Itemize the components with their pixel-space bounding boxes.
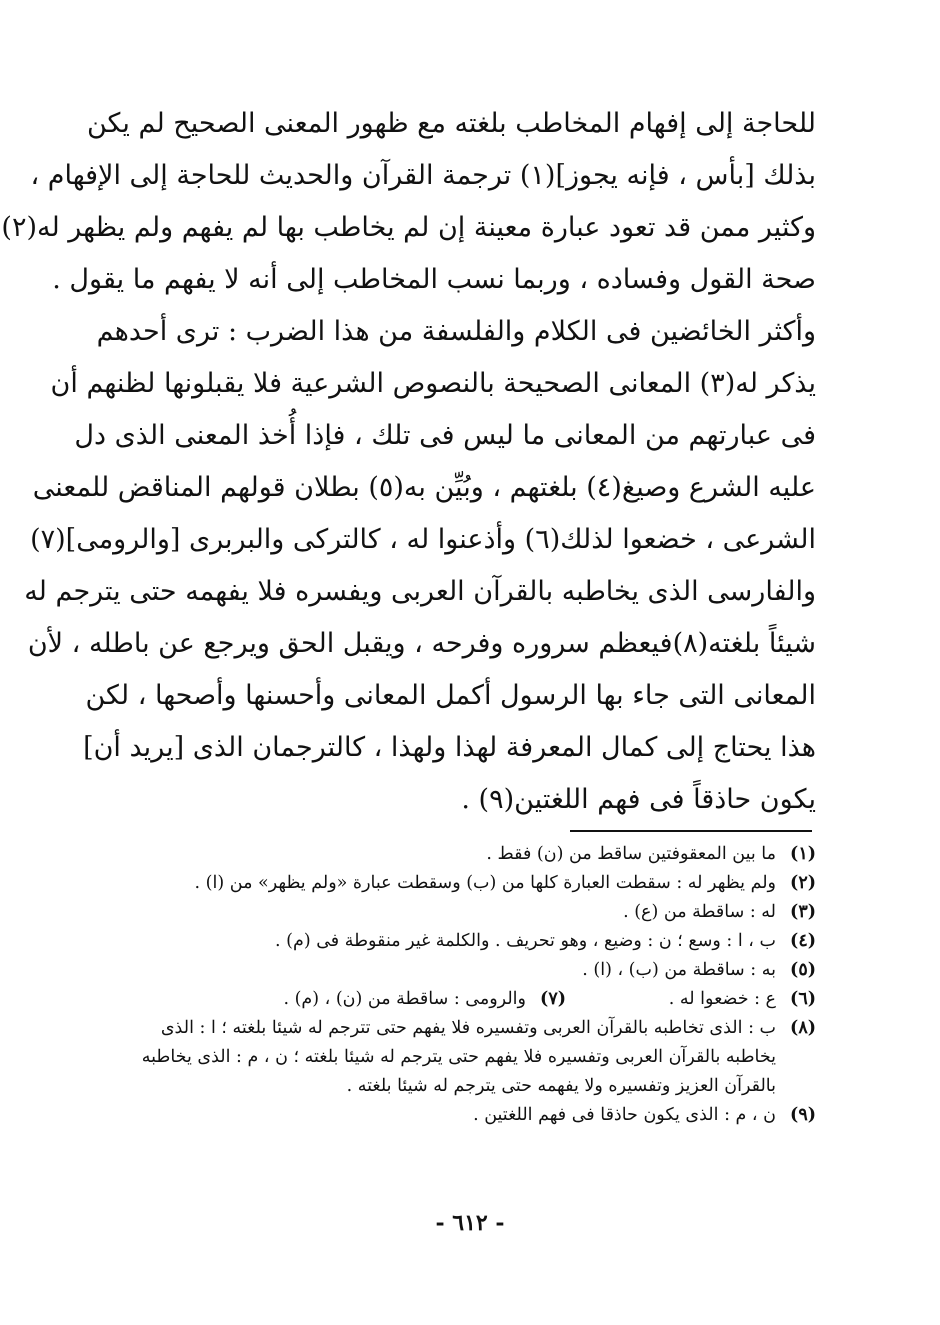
footnote-number: (٦) [790, 989, 816, 1009]
footnote-number: (٨) [790, 1018, 816, 1038]
footnote-text: ما بين المعقوفتين ساقط من (ن) فقط . [486, 844, 776, 864]
text-line-12: المعانى التى جاء بها الرسول أكمل المعانى وأحسنها وأصحها ، لكن [85, 680, 816, 711]
footnote-number: (١) [790, 844, 816, 864]
footnote-text-continued: يخاطبه بالقرآن العربى وتفسيره فلا يفهم حتى يترجم له شيئا بلغته ؛ ن ، م : الذى يخاطبه [141, 1047, 776, 1067]
text-line-10: والفارسى الذى يخاطبه بالقرآن العربى ويفسره فلا يفهمه حتى يترجم له [24, 576, 816, 607]
footnote-6-7 [120, 985, 816, 1014]
text-line-1: للحاجة إلى إفهام المخاطب بلغته مع ظهور المعنى الصحيح لم يكن [86, 108, 816, 139]
footnote-9 [120, 1101, 816, 1130]
footnote-8 [120, 1014, 816, 1101]
text-line-3: وكثير ممن قد تعود عبارة معينة إن لم يخاطب بها لم يفهم ولم يظهر له(٢) [1, 212, 816, 243]
footnote-number: (٢) [790, 873, 816, 893]
footnote-3 [120, 898, 816, 927]
footnote-2 [120, 869, 816, 898]
footnote-number: (٤) [790, 931, 816, 951]
footnote-number: (٧) [540, 989, 566, 1009]
footnote-text: به : ساقطة من (ب) ، (ا) . [582, 960, 776, 980]
text-line-6: يذكر له(٣) المعانى الصحيحة بالنصوص الشرعية فلا يقبلونها لظنهم أن [50, 368, 816, 399]
footnotes-block [120, 840, 816, 1130]
text-line-11: شيئاً بلغته(٨)فيعظم سروره وفرحه ، ويقبل الحق ويرجع عن باطله ، لأن [27, 628, 816, 659]
footnote-number: (٣) [790, 902, 816, 922]
text-line-13: هذا يحتاج إلى كمال المعرفة لهذا ولهذا ، كالترجمان الذى [يريد أن] [83, 732, 816, 763]
footnote-text: ولم يظهر له : سقطت العبارة كلها من (ب) وسقطت عبارة «ولم يظهر» من (ا) . [194, 873, 776, 893]
footnote-text: والرومى : ساقطة من (ن) ، (م) . [283, 989, 526, 1009]
footnote-number: (٥) [790, 960, 816, 980]
main-text-block [1, 98, 816, 826]
footnote-text: ب ، ا : وسع ؛ ن : وضيع ، وهو تحريف . والكلمة غير منقوطة فى (م) . [275, 931, 776, 951]
text-line-14: يكون حاذقاً فى فهم اللغتين(٩) . [461, 784, 816, 815]
footnote-number: (٩) [790, 1105, 816, 1125]
footnote-5 [120, 956, 816, 985]
footnote-text: له : ساقطة من (ع) . [623, 902, 776, 922]
text-line-2: بذلك [بأس ، فإنه يجوز](١) ترجمة القرآن والحديث للحاجة إلى الإفهام ، [30, 160, 816, 191]
text-line-4: صحة القول وفساده ، وربما نسب المخاطب إلى أنه لا يفهم ما يقول . [52, 264, 816, 295]
footnote-4 [120, 927, 816, 956]
footnote-separator [570, 830, 812, 832]
footnote-1 [120, 840, 816, 869]
footnote-text-continued: بالقرآن العزيز وتفسيره ولا يفهمه حتى يترجم له شيئا بلغته . [346, 1076, 776, 1096]
footnote-text: ب : الذى تخاطبه بالقرآن العربى وتفسيره فلا يفهم حتى تترجم له شيئا بلغته ؛ ا : الذى [160, 1018, 776, 1038]
text-line-5: وأكثر الخائضين فى الكلام والفلسفة من هذا الضرب : ترى أحدهم [96, 316, 816, 347]
footnote-text: ن ، م : الذى يكون حاذقا فى فهم اللغتين . [473, 1105, 776, 1125]
text-line-8: عليه الشرع وصيغ(٤) بلغتهم ، وبُيِّن به(٥) بطلان قولهم المناقض للمعنى [32, 472, 816, 503]
text-line-9: الشرعى ، خضعوا لذلك(٦) وأذعنوا له ، كالتركى والبربرى [والرومى](٧) [30, 524, 816, 555]
footnote-body [120, 1014, 776, 1101]
page-number: - ٦١٢ - [435, 1210, 505, 1236]
text-line-7: فى عبارتهم من المعانى ما ليس فى تلك ، فإذا أُخذ المعنى الذى دل [74, 420, 816, 451]
footnote-text: ع : خضعوا له . [668, 989, 776, 1009]
